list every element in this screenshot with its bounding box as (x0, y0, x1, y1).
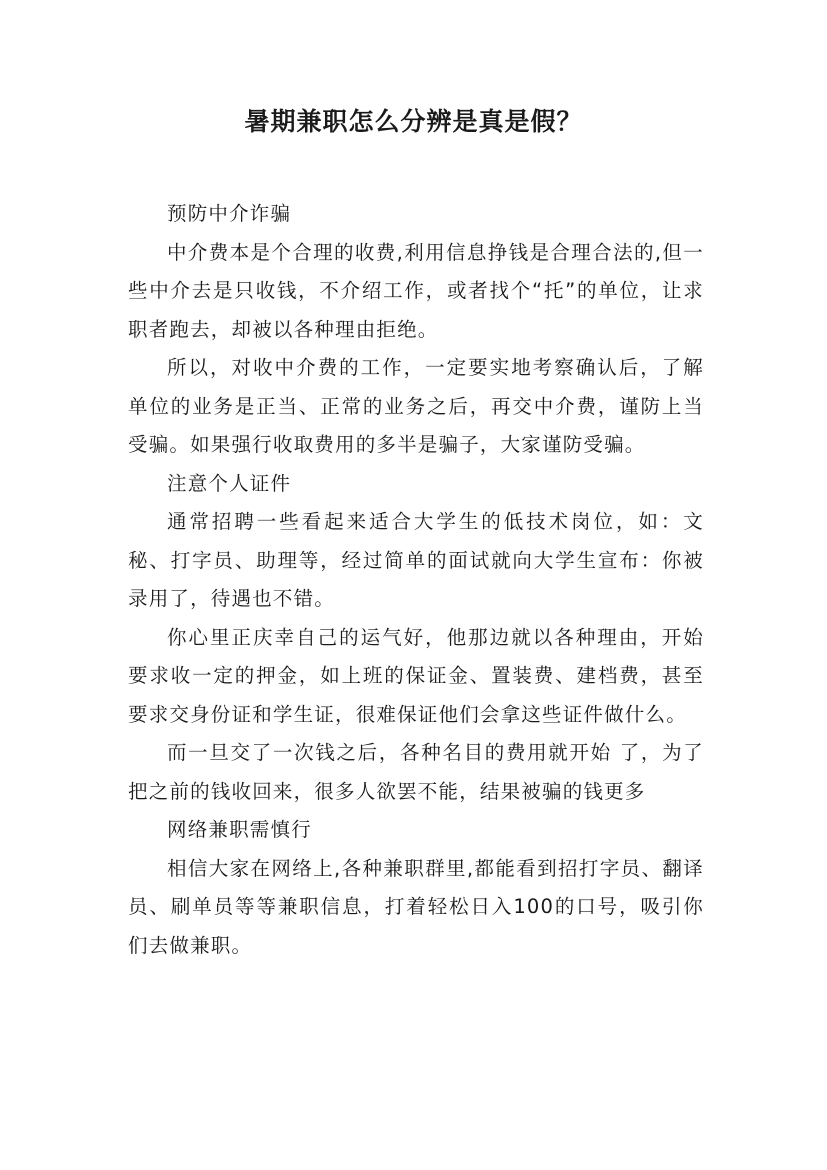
paragraph: 相信大家在网络上,各种兼职群里,都能看到招打字员、翻译员、刷单员等等兼职信息，打着轻松日入100的口号，吸引你们去做兼职。 (128, 856, 704, 957)
section-heading-online-jobs: 网络兼职需慎行 (167, 818, 312, 841)
section-heading-agency-fraud: 预防中介诈骗 (167, 202, 292, 225)
document-body (128, 195, 704, 965)
paragraph: 你心里正庆幸自己的运气好，他那边就以各种理由，开始要求收一定的押金，如上班的保证金、置装费、建档费，甚至要求交身份证和学生证，很难保证他们会拿这些证件做什么。 (128, 625, 704, 726)
paragraph: 通常招聘一些看起来适合大学生的低技术岗位，如：文秘、打字员、助理等，经过简单的面试就向大学生宣布：你被录用了，待遇也不错。 (128, 510, 704, 610)
paragraph: 中介费本是个合理的收费,利用信息挣钱是合理合法的,但一些中介去是只收钱，不介绍工作，或者找个“托”的单位，让求职者跑去，却被以各种理由拒绝。 (128, 240, 704, 341)
paragraph: 而一旦交了一次钱之后，各种名目的费用就开始 了，为了把之前的钱收回来，很多人欲罢不能，结果被骗的钱更多 (128, 741, 704, 803)
section-heading-personal-documents: 注意个人证件 (167, 471, 292, 495)
document-title: 暑期兼职怎么分辨是真是假？ (244, 107, 583, 136)
paragraph: 所以，对收中介费的工作，一定要实地考察确认后，了解单位的业务是正当、正常的业务之后，再交中介费，谨防上当受骗。如果强行收取费用的多半是骗子，大家谨防受骗。 (128, 356, 704, 456)
